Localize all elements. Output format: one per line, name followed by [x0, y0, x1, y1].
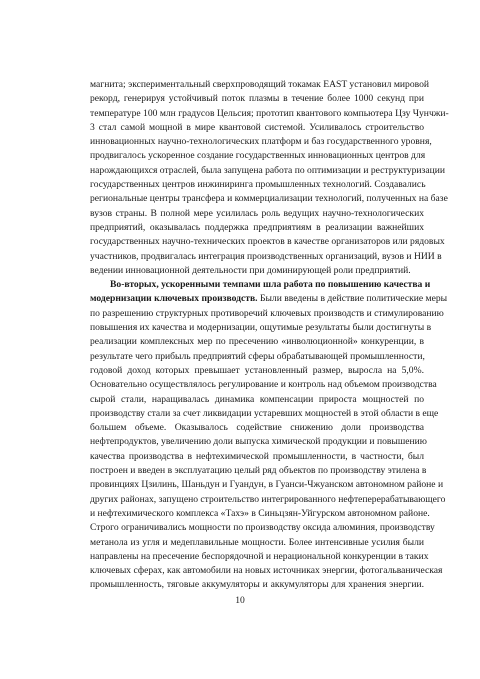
text-line: нефтепродуктов, увеличению доли выпуска химической продукции и повышению [90, 436, 427, 448]
text-line [90, 292, 448, 306]
text-line: сырой стали, наращивалась динамика компенсации прироста мощностей по [90, 393, 424, 405]
text-line: большем объеме. Оказывалось содействие снижению доли производства [90, 422, 424, 434]
text-line: вузов страны. В полной мере усилилась роль ведущих научно-технологических [90, 207, 424, 219]
text-line: повышения их качества и модернизации, ощутимые результаты были достигнуты в [90, 322, 432, 334]
text-line: Строго ограничивались мощности по производству оксида алюминия, производству [90, 522, 435, 534]
text-line: государственных научно-технических проектов в качестве организаторов или рядовых [90, 236, 445, 248]
text-line: ведении инновационной деятельности при доминирующей роли предприятий. [90, 264, 411, 276]
text-line: инновационных научно-технологических платформ и баз государственного уровня, [90, 136, 432, 148]
text-line: результате чего прибыль предприятий сферы обрабатывающей промышленности, [90, 350, 425, 362]
text-line: по разрешению структурных противоречий ключевых производств и стимулированию [90, 307, 444, 319]
text-line: годовой доход которых превышает установленный размер, выросла на 5,0%. [90, 364, 424, 376]
text-line: рекорд, генерируя устойчивый поток плазмы в течение более 1000 секунд при [90, 93, 424, 105]
text-line: провинциях Цзилинь, Шаньдун и Гуандун, в Гуанси-Чжуанском автономном районе и [90, 479, 444, 491]
text-run: Были введены в действие политические меры [257, 293, 448, 305]
text-line: направлены на пресечение беспорядочной и нерациональной конкуренции в таких [90, 550, 429, 562]
text-line: региональные центры трансфера и коммерциализации технологий, полученных на базе [90, 193, 448, 205]
text-line: построен и введен в эксплуатацию целый ряд объектов по производству этилена в [90, 465, 427, 477]
text-line: 3 стал самой мощной в мире квантовой системой. Усиливалось строительство [90, 121, 424, 133]
text-line: производству стали за счет ликвидации устаревших мощностей в этой области в еще [90, 407, 439, 419]
text-line: магнита; экспериментальный сверхпроводящий токамак EAST установил мировой [90, 79, 430, 90]
section-heading-text: модернизации ключевых производств. [90, 293, 258, 305]
text-line: качества производства в нефтехимической промышленности, в частности, был [90, 450, 424, 462]
text-line: температуре 100 млн градусов Цельсия; прототип квантового компьютера Цзу Чунчжи- [90, 107, 449, 119]
text-line: Основательно осуществлялось регулирование и контроль над объемом производства [90, 379, 437, 391]
text-line: предприятий, оказывалась поддержка предприятиям в реализации важнейших [90, 221, 424, 233]
text-line: метанола из угля и медеплавильные мощности. Более интенсивные усилия были [90, 536, 424, 548]
text-line: других районах, запущено строительство интегрированного нефтеперерабатывающего [90, 493, 446, 505]
text-line: нарождающихся отраслей, была запущена работа по оптимизации и реструктуризации [90, 164, 445, 176]
text-line: государственных центров инжиниринга промышленных технологий. Создавались [90, 179, 426, 191]
text-line: участников, продвигалась интеграция производственных организаций, вузов и НИИ в [90, 250, 442, 262]
text-line: продвигалось ускоренное создание государственных инновационных центров для [90, 150, 426, 162]
section-heading-line: Во-вторых, ускоренными темпами шла работа по повышению качества и [110, 279, 431, 291]
text-line: ключевых сферах, как автомобили на новых источниках энергии, фотогальваническая [90, 565, 443, 577]
text-line: реализации комплексных мер по пресечению «инволюционной» конкуренции, в [90, 336, 424, 348]
text-line: и нефтехимического комплекса «Тахэ» в Синьцзян-Уйгурском автономном районе. [90, 507, 430, 519]
body-text [90, 78, 449, 593]
page-number: 10 [235, 595, 245, 606]
text-line: промышленность, тяговые аккумуляторы и аккумуляторы для хранения энергии. [90, 579, 424, 591]
